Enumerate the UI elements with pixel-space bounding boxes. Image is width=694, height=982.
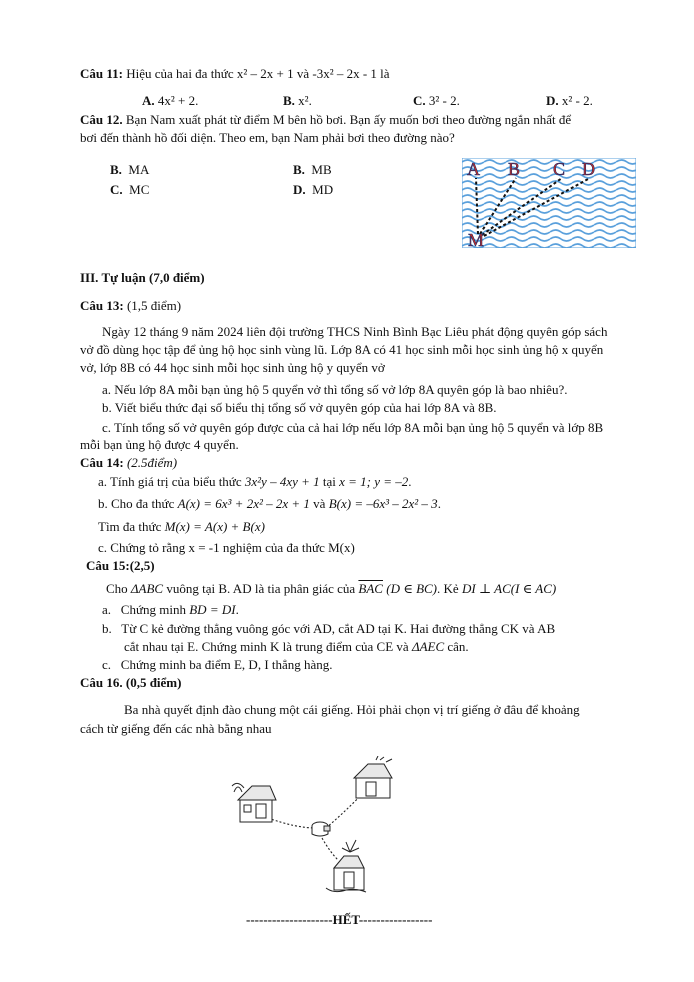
option-text: 3² - 2. bbox=[428, 93, 460, 108]
q12-label: Câu 12. bbox=[80, 112, 123, 127]
q12-option-4[interactable] bbox=[293, 182, 333, 198]
q14-a-expr: 3x²y – 4xy + 1 bbox=[244, 474, 320, 489]
q12-line1 bbox=[80, 112, 571, 128]
q15-part-a: a. Chứng minh BD = DI. bbox=[102, 602, 239, 617]
q15-part-b1 bbox=[102, 621, 555, 637]
option-text: MC bbox=[129, 182, 150, 197]
q16-line2: cách từ giếng đến các nhà bằng nhau bbox=[80, 721, 272, 736]
q16-label: Câu 16. (0,5 điểm) bbox=[80, 675, 182, 690]
q12-option-2[interactable] bbox=[293, 162, 332, 178]
q13-part-b: b. Viết biểu thức đại số biểu thị tổng số vở quyên góp của hai lớp 8A và 8B. bbox=[102, 400, 497, 415]
option-text: MD bbox=[312, 182, 334, 197]
q14-heading bbox=[80, 455, 177, 471]
option-key: C. bbox=[413, 93, 426, 108]
q13-para2: vở đồ dùng học tập để ủng hộ học sinh vùng lũ. Lớp 8A có 41 học sinh mỗi học sinh ủng hộ x quyển bbox=[80, 342, 604, 357]
option-key: D. bbox=[546, 93, 559, 108]
path-house3-well bbox=[322, 838, 338, 860]
q14-a-text: a. Tính giá trị của biểu thức bbox=[98, 474, 242, 489]
q15-b-label: b. bbox=[102, 621, 112, 636]
option-text: MB bbox=[311, 162, 332, 177]
house-3 bbox=[326, 840, 366, 892]
q13-para1: Ngày 12 tháng 9 năm 2024 liên đội trường THCS Ninh Bình Bạc Liêu phát động quyên góp sách bbox=[102, 324, 608, 339]
q14-b-text: b. Cho đa thức bbox=[98, 496, 175, 511]
water-surface bbox=[462, 158, 636, 248]
option-key: C. bbox=[110, 182, 123, 197]
q14-label: Câu 14: bbox=[80, 455, 124, 470]
label-c: C bbox=[553, 159, 566, 179]
houses-well-illustration bbox=[226, 756, 426, 901]
q14-find-expr: M(x) = A(x) + B(x) bbox=[164, 519, 265, 534]
q12-line2: bơi đến thành hồ đối diện. Theo em, bạn Nam phải bơi theo đường nào? bbox=[80, 130, 455, 145]
option-key: B. bbox=[110, 162, 122, 177]
q15-angle: $\overline{BAC}$ bbox=[358, 581, 383, 596]
q14-part-c: c. Chứng tỏ rằng x = -1 nghiệm của đa thức M(x) bbox=[98, 540, 355, 555]
q11-text: Hiệu của hai đa thức x² – 2x + 1 và -3x² – 2x - 1 là bbox=[126, 66, 390, 81]
option-key: D. bbox=[293, 182, 306, 197]
path-house1-well bbox=[268, 818, 316, 828]
q13-para3: vở, lớp 8B có 44 học sinh mỗi học sinh ủng hộ y quyển vở bbox=[80, 360, 385, 375]
q14-b-expr2: B(x) = –6x³ – 2x² – 3 bbox=[328, 496, 438, 511]
q15-cond: (D ∈ BC) bbox=[386, 581, 438, 596]
q11-line bbox=[80, 66, 390, 82]
q15-intro-c: . Kẻ bbox=[437, 581, 459, 596]
q14-a-at: tại bbox=[322, 474, 336, 489]
q11-label: Câu 11: bbox=[80, 66, 123, 81]
q11-option-a[interactable] bbox=[142, 93, 198, 109]
q15-b-line2b: cân. bbox=[447, 639, 469, 654]
section-title: III. Tự luận (7,0 điểm) bbox=[80, 270, 205, 285]
option-text: x² - 2. bbox=[561, 93, 593, 108]
q15-intro-a: Cho bbox=[106, 581, 128, 596]
option-key: A. bbox=[142, 93, 155, 108]
end-marker: --------------------HẾT----------------- bbox=[246, 912, 433, 927]
q13-points: (1,5 điểm) bbox=[126, 298, 182, 313]
q11-option-d[interactable] bbox=[546, 93, 593, 109]
label-a: A bbox=[467, 159, 480, 179]
pool-figure bbox=[462, 158, 636, 248]
house-2 bbox=[354, 756, 392, 798]
q13-heading bbox=[80, 298, 181, 314]
q15-triangle: ΔABC bbox=[130, 581, 164, 596]
q14-part-a: a. Tính giá trị của biểu thức 3x²y – 4xy + 1 tại x = 1; y = –2. bbox=[98, 474, 412, 489]
option-text: MA bbox=[128, 162, 150, 177]
q13-label: Câu 13: bbox=[80, 298, 124, 313]
q15-intro bbox=[106, 581, 556, 597]
q15-b-line1: Từ C kẻ đường thẳng vuông góc với AD, cắt AD tại K. Hai đường thẳng CK và AB bbox=[121, 621, 556, 636]
q13-part-c1: c. Tính tổng số vở quyên góp được của cả hai lớp nếu lớp 8A mỗi bạn ủng hộ 5 quyển và lớp 8B bbox=[102, 420, 604, 435]
q15-intro-b: vuông tại B. AD là tia phân giác của bbox=[166, 581, 356, 596]
q11-option-c[interactable] bbox=[413, 93, 460, 109]
q15-b-triangle: ΔAEC bbox=[411, 639, 445, 654]
q14-find-text: Tìm đa thức bbox=[98, 519, 162, 534]
q13-part-a: a. Nếu lớp 8A mỗi bạn ủng hộ 5 quyển vở thì tổng số vở lớp 8A quyên góp là bao nhiêu?. bbox=[102, 382, 568, 397]
q15-c-text: Chứng minh ba điểm E, D, I thẳng hàng. bbox=[120, 657, 333, 672]
q14-b-and: và bbox=[313, 496, 326, 511]
well bbox=[312, 822, 330, 836]
option-text: x². bbox=[298, 93, 312, 108]
q16-line1: Ba nhà quyết định đào chung một cái giếng. Hỏi phải chọn vị trí giếng ở đâu để khoảng bbox=[124, 702, 580, 717]
house-1 bbox=[232, 783, 276, 822]
q14-b-expr1: A(x) = 6x³ + 2x² – 2x + 1 bbox=[177, 496, 310, 511]
label-d: D bbox=[582, 159, 595, 179]
q14-find bbox=[98, 519, 265, 535]
label-m: M bbox=[468, 230, 485, 248]
q13-part-c2: mỗi bạn ủng hộ được 4 quyển. bbox=[80, 437, 239, 452]
q12-text: Bạn Nam xuất phát từ điểm M bên hồ bơi. Bạn ấy muốn bơi theo đường ngắn nhất để bbox=[125, 112, 572, 127]
q15-a-label: a. bbox=[102, 602, 112, 617]
option-key: B. bbox=[283, 93, 295, 108]
q15-b-line2a: cắt nhau tại E. Chứng minh K là trung điểm của CE và bbox=[124, 639, 409, 654]
q15-label: Câu 15:(2,5) bbox=[86, 558, 155, 573]
q12-option-3[interactable] bbox=[110, 182, 149, 198]
q11-option-b[interactable] bbox=[283, 93, 312, 109]
q15-a-text: Chứng minh bbox=[120, 602, 186, 617]
q15-part-c bbox=[102, 657, 333, 673]
q14-a-vals: x = 1; y = –2 bbox=[339, 474, 409, 489]
q14-points: (2.5điểm) bbox=[126, 455, 178, 470]
q12-option-1[interactable] bbox=[110, 162, 149, 178]
q14-part-b: b. Cho đa thức A(x) = 6x³ + 2x² – 2x + 1 và B(x) = –6x³ – 2x² – 3. bbox=[98, 496, 441, 511]
q15-part-b2 bbox=[124, 639, 469, 655]
q15-perp: DI ⊥ AC(I ∈ AC) bbox=[461, 581, 557, 596]
option-text: 4x² + 2. bbox=[157, 93, 199, 108]
option-key: B. bbox=[293, 162, 305, 177]
q15-c-label: c. bbox=[102, 657, 112, 672]
q15-a-expr: BD = DI bbox=[189, 602, 236, 617]
label-b: B bbox=[508, 159, 521, 179]
